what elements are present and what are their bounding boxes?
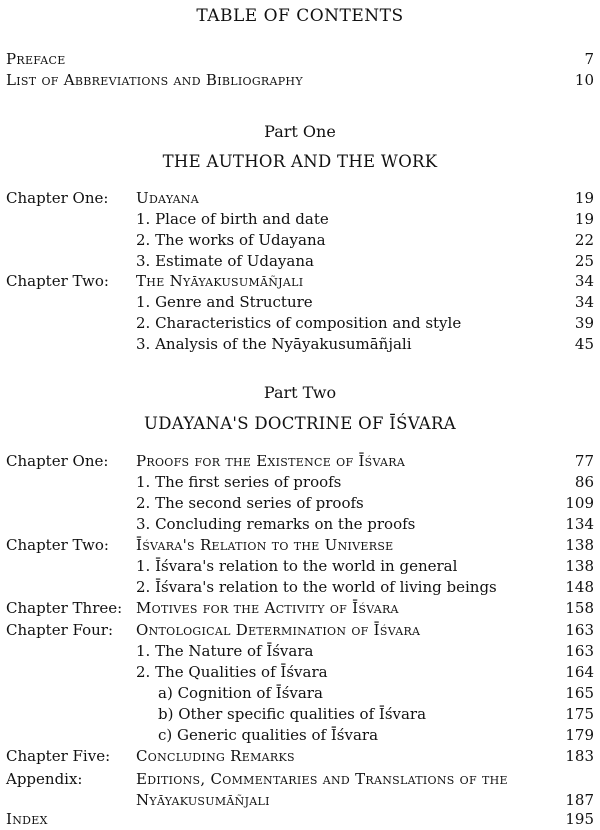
chapter-label: Chapter Three: [6, 599, 123, 617]
chapter-title: Proofs for the Existence of Īśvara [136, 452, 406, 470]
page-number: 138 [565, 536, 594, 554]
page-number: 109 [565, 494, 594, 512]
subsection-title: b) Other specific qualities of Īśvara [158, 705, 427, 723]
chapter-label: Chapter One: [6, 452, 109, 470]
chapter-title: Udayana [136, 189, 199, 207]
part-two-heading: UDAYANA'S DOCTRINE OF ĪŚVARA [144, 414, 456, 433]
toc-chapter-row[interactable] [0, 187, 600, 209]
page-number: 10 [574, 71, 594, 89]
toc-chapter-row[interactable] [0, 270, 600, 292]
page-number: 134 [565, 515, 594, 533]
section-title: 3. Analysis of the Nyāyakusumāñjali [136, 335, 412, 353]
page-number: 175 [565, 705, 594, 723]
toc-section-row[interactable] [0, 576, 600, 598]
page-number: 183 [565, 747, 594, 765]
chapter-title: Concluding Remarks [136, 747, 295, 765]
appendix-title: Editions, Commentaries and Translations of the [136, 770, 508, 788]
toc-entry-index[interactable] [0, 808, 600, 830]
toc-section-row[interactable] [0, 555, 600, 577]
chapter-label: Chapter Five: [6, 747, 111, 765]
page-number: 138 [565, 557, 594, 575]
entry-title: List of Abbreviations and Bibliography [6, 71, 303, 89]
toc-subsection-row[interactable] [0, 682, 600, 704]
section-title: 2. The works of Udayana [136, 231, 326, 249]
toc-chapter-row[interactable] [0, 619, 600, 641]
toc-subsection-row[interactable] [0, 703, 600, 725]
chapter-title: Motives for the Activity of Īśvara [136, 599, 399, 617]
page-number: 45 [574, 335, 594, 353]
toc-section-row[interactable] [0, 291, 600, 313]
section-title: 1. Genre and Structure [136, 293, 313, 311]
toc-chapter-row[interactable] [0, 450, 600, 472]
toc-subsection-row[interactable] [0, 724, 600, 746]
chapter-label: Chapter Four: [6, 621, 114, 639]
page-number: 19 [574, 189, 594, 207]
page-number: 86 [574, 473, 594, 491]
chapter-label: Chapter Two: [6, 272, 109, 290]
toc-section-row[interactable] [0, 513, 600, 535]
chapter-title: Ontological Determination of Īśvara [136, 621, 421, 639]
page-number: 164 [565, 663, 594, 681]
page-number: 179 [565, 726, 594, 744]
toc-appendix-row[interactable] [0, 768, 600, 790]
section-title: 1. Īśvara's relation to the world in general [136, 557, 458, 575]
section-title: 2. The second series of proofs [136, 494, 364, 512]
part-two-label: Part Two [263, 383, 337, 402]
chapter-title: Īśvara's Relation to the Universe [136, 536, 394, 554]
page-number: 148 [565, 578, 594, 596]
page-number: 165 [565, 684, 594, 702]
page-number: 34 [574, 272, 594, 290]
page-number: 158 [565, 599, 594, 617]
toc-section-row[interactable] [0, 492, 600, 514]
toc-section-row[interactable] [0, 471, 600, 493]
page-number: 19 [574, 210, 594, 228]
subsection-title: a) Cognition of Īśvara [158, 684, 323, 702]
page-number: 39 [574, 314, 594, 332]
page-number: 7 [584, 50, 594, 68]
toc-section-row[interactable] [0, 640, 600, 662]
page-number: 22 [574, 231, 594, 249]
toc-chapter-row[interactable] [0, 745, 600, 767]
subsection-title: c) Generic qualities of Īśvara [158, 726, 379, 744]
page-number: 163 [565, 621, 594, 639]
toc-chapter-row[interactable] [0, 534, 600, 556]
page-number: 34 [574, 293, 594, 311]
section-title: 1. Place of birth and date [136, 210, 329, 228]
page-number: 25 [574, 252, 594, 270]
section-title: 1. The first series of proofs [136, 473, 342, 491]
page-title: TABLE OF CONTENTS [196, 6, 404, 26]
entry-title: Index [6, 810, 48, 828]
part-one-label: Part One [264, 122, 336, 141]
page-number: 163 [565, 642, 594, 660]
chapter-label: Chapter One: [6, 189, 109, 207]
entry-title: Preface [6, 50, 66, 68]
appendix-title-continued: Nyāyakusumāñjali [136, 791, 270, 809]
toc-chapter-row[interactable] [0, 597, 600, 619]
toc-section-row[interactable] [0, 333, 600, 355]
page-number: 195 [565, 810, 594, 828]
toc-section-row[interactable] [0, 661, 600, 683]
toc-entry-preface[interactable] [0, 48, 600, 70]
part-one-heading: THE AUTHOR AND THE WORK [162, 152, 438, 171]
section-title: 2. Īśvara's relation to the world of living beings [136, 578, 497, 596]
section-title: 1. The Nature of Īśvara [136, 642, 314, 660]
section-title: 2. Characteristics of composition and style [136, 314, 462, 332]
chapter-title: The Nyāyakusumāñjali [136, 272, 304, 290]
page-number: 77 [574, 452, 594, 470]
section-title: 3. Concluding remarks on the proofs [136, 515, 416, 533]
section-title: 3. Estimate of Udayana [136, 252, 314, 270]
section-title: 2. The Qualities of Īśvara [136, 663, 328, 681]
toc-section-row[interactable] [0, 312, 600, 334]
chapter-label: Chapter Two: [6, 536, 109, 554]
page-number: 187 [565, 791, 594, 809]
toc-section-row[interactable] [0, 250, 600, 272]
toc-section-row[interactable] [0, 208, 600, 230]
toc-entry-abbreviations[interactable] [0, 69, 600, 91]
appendix-label: Appendix: [6, 770, 83, 788]
toc-section-row[interactable] [0, 229, 600, 251]
